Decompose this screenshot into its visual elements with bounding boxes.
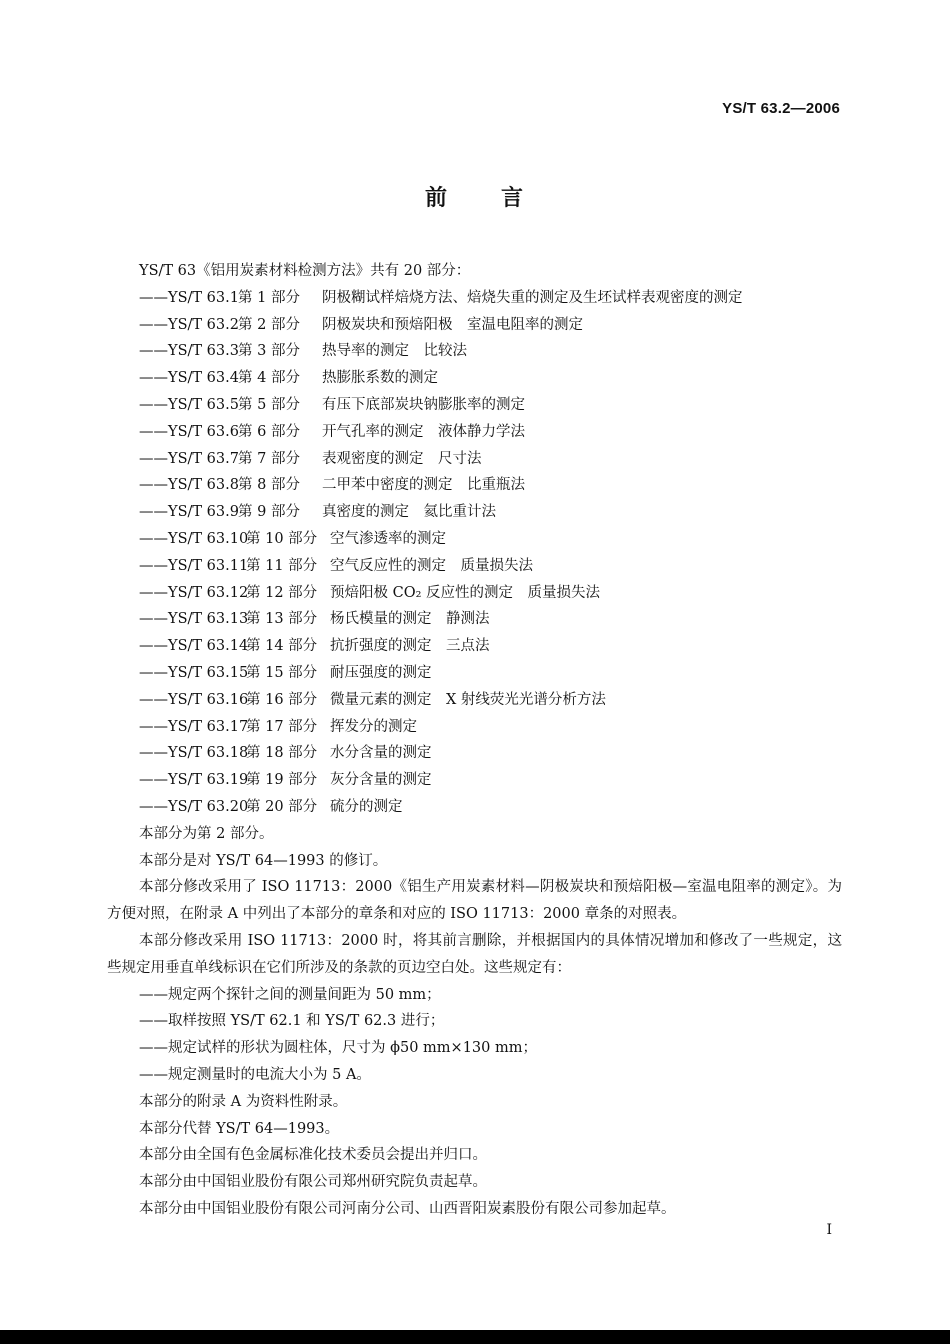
dash-item-current: ——规定测量时的电流大小为 5 A。	[139, 1066, 371, 1083]
part-code: ——YS/T 63.20	[139, 798, 249, 815]
part-title: 阴极糊试样焙烧方法、焙烧失重的测定及生坯试样表观密度的测定	[322, 289, 743, 306]
document-code: YS/T 63.2—2006	[722, 100, 840, 117]
part-list-item	[107, 499, 842, 526]
part-title: 二甲苯中密度的测定 比重瓶法	[322, 477, 525, 494]
part-number: 第 15 部分	[246, 664, 318, 681]
part-title: 空气渗透率的测定	[330, 530, 446, 547]
part-number: 第 3 部分	[238, 343, 300, 360]
part-list-item	[107, 687, 842, 714]
part-number: 第 19 部分	[246, 772, 318, 789]
part-code: ——YS/T 63.4	[139, 370, 239, 387]
dash-item-sampling: ——取样按照 YS/T 62.1 和 YS/T 62.3 进行；	[139, 1013, 445, 1030]
paragraph-modifications: 本部分修改采用 ISO 11713：2000 时，将其前言删除，并根据国内的具体情况增加和修改了一些规定，这些规定用垂直单线标识在它们所涉及的条款的页边空白处。这些规定有：	[107, 932, 842, 976]
part-code: ——YS/T 63.1	[139, 289, 239, 306]
page-number: I	[826, 1222, 832, 1238]
title-char-right: 言	[501, 186, 526, 211]
part-title: 热导率的测定 比较法	[322, 343, 467, 360]
part-title: 表观密度的测定 尺寸法	[322, 450, 482, 467]
statement-drafted-by: 本部分由中国铝业股份有限公司郑州研究院负责起草。	[139, 1174, 487, 1191]
part-list-item	[107, 660, 842, 687]
intro-line: YS/T 63《铝用炭素材料检测方法》共有 20 部分：	[139, 263, 471, 279]
part-code: ——YS/T 63.7	[139, 450, 239, 467]
foreword-body	[107, 258, 842, 1223]
bottom-border	[0, 1330, 950, 1344]
part-title: 预焙阳极 CO₂ 反应性的测定 质量损失法	[330, 584, 601, 601]
part-number: 第 4 部分	[238, 370, 300, 387]
part-number: 第 6 部分	[238, 423, 300, 440]
part-code: ——YS/T 63.15	[139, 664, 249, 681]
part-number: 第 12 部分	[246, 584, 318, 601]
part-list-item	[107, 419, 842, 446]
part-title: 抗折强度的测定 三点法	[330, 638, 490, 655]
part-code: ——YS/T 63.10	[139, 530, 249, 547]
part-code: ——YS/T 63.3	[139, 343, 239, 360]
part-title: 灰分含量的测定	[330, 772, 432, 789]
part-title: 空气反应性的测定 质量损失法	[330, 557, 533, 574]
part-title: 开气孔率的测定 液体静力学法	[322, 423, 525, 440]
part-code: ——YS/T 63.13	[139, 611, 249, 628]
dash-item-specimen-shape: ——规定试样的形状为圆柱体，尺寸为 ϕ50 mm×130 mm；	[139, 1040, 537, 1057]
part-number: 第 8 部分	[238, 477, 300, 494]
part-title: 真密度的测定 氦比重计法	[322, 504, 496, 521]
title-char-left: 前	[424, 186, 449, 211]
statement-proposed-by: 本部分由全国有色金属标准化技术委员会提出并归口。	[139, 1147, 487, 1164]
part-code: ——YS/T 63.19	[139, 772, 249, 789]
part-title: 微量元素的测定 X 射线荧光光谱分析方法	[330, 691, 606, 708]
part-title: 有压下底部炭块钠膨胀率的测定	[322, 396, 525, 413]
statement-participants: 本部分由中国铝业股份有限公司河南分公司、山西晋阳炭素股份有限公司参加起草。	[139, 1200, 676, 1217]
part-number: 第 9 部分	[238, 504, 300, 521]
part-list-item	[107, 714, 842, 741]
part-number: 第 1 部分	[238, 289, 300, 306]
part-number: 第 10 部分	[246, 530, 318, 547]
part-list-item	[107, 365, 842, 392]
part-list-item	[107, 338, 842, 365]
part-list-item	[107, 740, 842, 767]
part-list-item	[107, 606, 842, 633]
part-code: ——YS/T 63.6	[139, 423, 239, 440]
part-number: 第 13 部分	[246, 611, 318, 628]
part-title: 杨氏模量的测定 静测法	[330, 611, 490, 628]
part-number: 第 14 部分	[246, 638, 318, 655]
statement-revision: 本部分是对 YS/T 64—1993 的修订。	[139, 852, 388, 869]
part-number: 第 18 部分	[246, 745, 318, 762]
part-list-item	[107, 633, 842, 660]
part-list-item	[107, 794, 842, 821]
part-number: 第 20 部分	[246, 798, 318, 815]
dash-item-probe-spacing: ——规定两个探针之间的测量间距为 50 mm；	[139, 986, 441, 1003]
part-code: ——YS/T 63.14	[139, 638, 249, 655]
part-number: 第 16 部分	[246, 691, 318, 708]
part-list-item	[107, 526, 842, 553]
part-list-item	[107, 472, 842, 499]
part-code: ——YS/T 63.16	[139, 691, 249, 708]
part-list-item	[107, 553, 842, 580]
part-number: 第 7 部分	[238, 450, 300, 467]
statement-annex: 本部分的附录 A 为资料性附录。	[139, 1093, 348, 1110]
part-code: ——YS/T 63.9	[139, 504, 239, 521]
part-code: ——YS/T 63.5	[139, 396, 239, 413]
part-title: 挥发分的测定	[330, 718, 417, 735]
part-list-item	[107, 285, 842, 312]
paragraph-iso-adoption: 本部分修改采用了 ISO 11713：2000《铝生产用炭素材料—阴极炭块和预焙阳极—室温电阻率的测定》。为方便对照，在附录 A 中列出了本部分的章条和对应的 ISO 11713：2000 章条的对照表。	[107, 879, 842, 923]
part-number: 第 17 部分	[246, 718, 318, 735]
part-title: 水分含量的测定	[330, 745, 432, 762]
part-number: 第 11 部分	[246, 557, 318, 574]
statement-replaces: 本部分代替 YS/T 64—1993。	[139, 1120, 340, 1137]
part-code: ——YS/T 63.11	[139, 557, 249, 574]
part-list-item	[107, 392, 842, 419]
part-code: ——YS/T 63.18	[139, 745, 249, 762]
part-list-item	[107, 580, 842, 607]
part-code: ——YS/T 63.2	[139, 316, 239, 333]
parts-list	[107, 285, 842, 821]
part-code: ——YS/T 63.8	[139, 477, 239, 494]
part-list-item	[107, 446, 842, 473]
part-title: 硫分的测定	[330, 798, 403, 815]
page-title	[0, 181, 950, 212]
statement-part-number: 本部分为第 2 部分。	[139, 825, 274, 842]
part-title: 阴极炭块和预焙阳极 室温电阻率的测定	[322, 316, 583, 333]
part-title: 热膨胀系数的测定	[322, 370, 438, 387]
part-list-item	[107, 312, 842, 339]
part-number: 第 2 部分	[238, 316, 300, 333]
part-code: ——YS/T 63.17	[139, 718, 249, 735]
part-list-item	[107, 767, 842, 794]
part-number: 第 5 部分	[238, 396, 300, 413]
part-title: 耐压强度的测定	[330, 664, 432, 681]
part-code: ——YS/T 63.12	[139, 584, 249, 601]
